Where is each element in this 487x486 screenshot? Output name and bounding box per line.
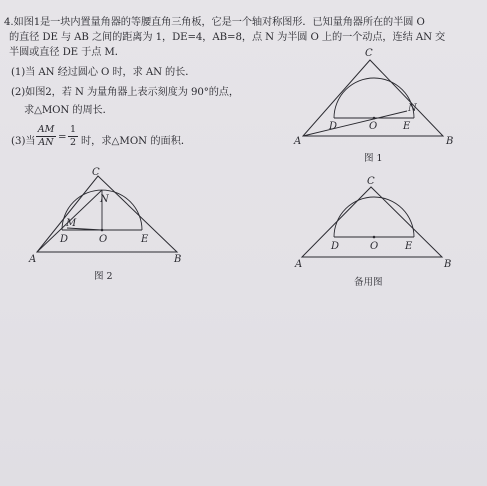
figure-backup (294, 176, 451, 270)
question-2-part-b: 求△MON 的周长． (24, 105, 113, 116)
fig1-segment-an (303, 111, 407, 136)
fig2-label-e: E (141, 234, 149, 245)
fig3-label-o: O (370, 241, 379, 252)
fig2-label-n: N (100, 194, 109, 205)
fig1-label-b: B (446, 136, 454, 147)
fig1-caption: 图 1 (364, 153, 383, 164)
problem-line-1: 4.如图1是一块内置量角器的等腰直角三角板，它是一个轴对称图形．已知量角器所在的半圆 O (4, 17, 425, 28)
fig3-label-a: A (295, 259, 303, 270)
fig2-caption: 图 2 (94, 271, 113, 282)
fig3-label-b: B (444, 259, 452, 270)
question-3-suffix: 时，求△MON 的面积． (81, 136, 192, 147)
fraction-denominator: AN (38, 137, 54, 148)
equals-sign: = (58, 132, 67, 143)
problem-line-3: 半圆或直径 DE 于点 M． (9, 47, 125, 58)
fig2-label-d: D (60, 234, 69, 245)
fig1-label-d: D (329, 121, 338, 132)
fig3-label-d: D (331, 241, 340, 252)
value-denominator: 2 (69, 137, 77, 148)
fig1-center-point (373, 117, 376, 120)
question-2-part-a: (2)如图2，若 N 为量角器上表示刻度为 90°的点， (11, 87, 239, 98)
fig2-label-c: C (92, 167, 100, 178)
fig3-label-c: C (367, 176, 375, 187)
fig2-center-point (101, 229, 104, 232)
fig2-label-o: O (99, 234, 108, 245)
figure-1 (293, 48, 453, 147)
question-1: (1)当 AN 经过圆心 O 时，求 AN 的长． (11, 67, 196, 78)
problem-line-2: 的直径 DE 与 AB 之间的距离为 1，DE=4，AB=8，点 N 为半圆 O 上的一个动点，连结 AN 交 (9, 32, 446, 43)
fig3-caption: 备用图 (354, 277, 383, 288)
fig1-label-e: E (403, 121, 411, 132)
fig2-label-a: A (29, 254, 37, 265)
fig3-center-point (373, 236, 376, 239)
fig1-label-a: A (294, 136, 302, 147)
fig1-label-c: C (365, 48, 373, 59)
fig2-label-b: B (174, 254, 182, 265)
question-3-prefix: (3)当 (11, 136, 36, 147)
fraction-numerator: AM (37, 124, 55, 135)
figure-2 (28, 167, 181, 265)
fig1-label-o: O (369, 121, 378, 132)
fig1-label-n: N (408, 103, 417, 114)
fig3-label-e: E (405, 241, 413, 252)
value-numerator: 1 (69, 124, 77, 135)
fig2-label-m: M (66, 218, 77, 229)
